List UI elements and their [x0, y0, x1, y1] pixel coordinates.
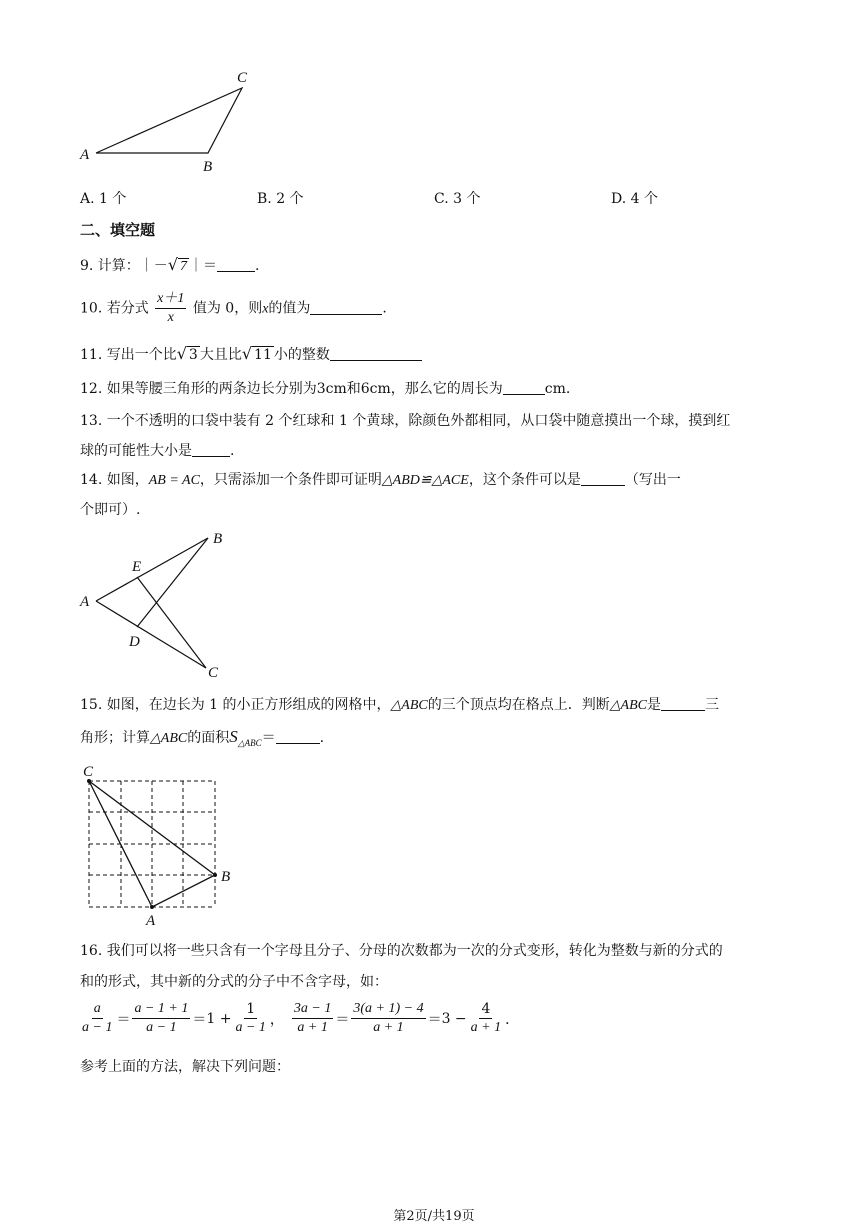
- fig14-label-b: B: [213, 531, 223, 547]
- page-footer: 第2页/共19页: [393, 1209, 475, 1224]
- question-15-line1: 15. 如图，在边长为 1 的小正方形组成的网格中，△ABC的三个顶点均在格点上．判断△ABC是 三: [80, 697, 719, 713]
- question-12: 12. 如果等腰三角形的两条边长分别为3cm和6cm，那么它的周长为 cm.: [80, 381, 571, 397]
- question-16-line1: 16. 我们可以将一些只含有一个字母且分子、分母的次数都为一次的分式变形，转化为整数与新的分式的: [80, 943, 723, 959]
- label-b: B: [203, 159, 213, 175]
- q15-area-blank[interactable]: [276, 729, 320, 744]
- fig15-label-b: B: [221, 869, 231, 885]
- question-14-line1: 14. 如图，AB = AC，只需添加一个条件即可证明△ABD≌△ACE，这个条件可以是 （写出一: [80, 472, 681, 488]
- choice-c[interactable]: C. 3 个: [434, 191, 481, 207]
- q11-answer-blank[interactable]: [330, 346, 422, 361]
- q12-answer-blank[interactable]: [503, 380, 545, 395]
- fig15-grid-triangle: [75, 758, 245, 930]
- question-16-examples: $\frac{a}{a - 1}$ ＝ $\frac{a - 1 + 1}{a - 1}$ ＝ 1 + $\frac{1}{a - 1}$ ， $\frac{3a - 1}{a + 1}$ ＝ $\frac{3(a + 1) - 4}{a + 1}$ ＝ 3 − $\frac{4}{a + 1}$ ．: [82, 1001, 520, 1035]
- q15-type-blank[interactable]: [661, 696, 705, 711]
- question-13-line1: 13. 一个不透明的口袋中装有 2 个红球和 1 个黄球，除颜色外都相同，从口袋中随意摸出一个球，摸到红: [80, 413, 731, 429]
- question-10: 10. 若分式 $\frac{x+1}{x}$ 值为 0，则x的值为 .: [80, 291, 387, 325]
- choice-a[interactable]: A. 1 个: [80, 191, 127, 207]
- q14-answer-blank[interactable]: [581, 471, 625, 486]
- section-heading: 二、填空题: [80, 221, 156, 239]
- choice-b[interactable]: B. 2 个: [257, 191, 304, 207]
- fig15-label-a: A: [146, 913, 156, 929]
- fig14-label-a: A: [80, 594, 90, 610]
- question-14-line2: 个即可）.: [80, 502, 141, 518]
- q10-fraction: $\frac{x+1}{x}$: [157, 291, 185, 325]
- question-9: 9. 计算：｜－√ 7 ｜＝ .: [80, 255, 260, 274]
- fig14-label-e: E: [132, 559, 142, 575]
- question-13-line2: 球的可能性大小是 .: [80, 443, 235, 459]
- question-15-line2: 角形；计算△ABC的面积$S_{\triangle ABC}=$ .: [80, 727, 325, 748]
- question-11: 11. 写出一个比√ 3 大且比√ 11 小的整数: [80, 344, 422, 364]
- label-a: A: [80, 147, 90, 163]
- fig14-label-d: D: [129, 634, 140, 650]
- q13-answer-blank[interactable]: [192, 442, 230, 457]
- question-16-line4: 参考上面的方法，解决下列问题：: [80, 1059, 290, 1075]
- q10-answer-blank[interactable]: [310, 300, 382, 315]
- fig14-label-c: C: [208, 665, 219, 681]
- q9-answer-blank[interactable]: [217, 257, 255, 272]
- question-16-line2: 和的形式，其中新的分式的分子中不含字母，如：: [80, 974, 388, 990]
- label-c: C: [237, 70, 248, 86]
- q9-radicand: 7: [180, 259, 188, 274]
- choice-d[interactable]: D. 4 个: [611, 191, 658, 207]
- fig14-triangles: [70, 525, 240, 685]
- triangle-abc-figure: [70, 60, 270, 180]
- fig15-label-c: C: [83, 764, 94, 780]
